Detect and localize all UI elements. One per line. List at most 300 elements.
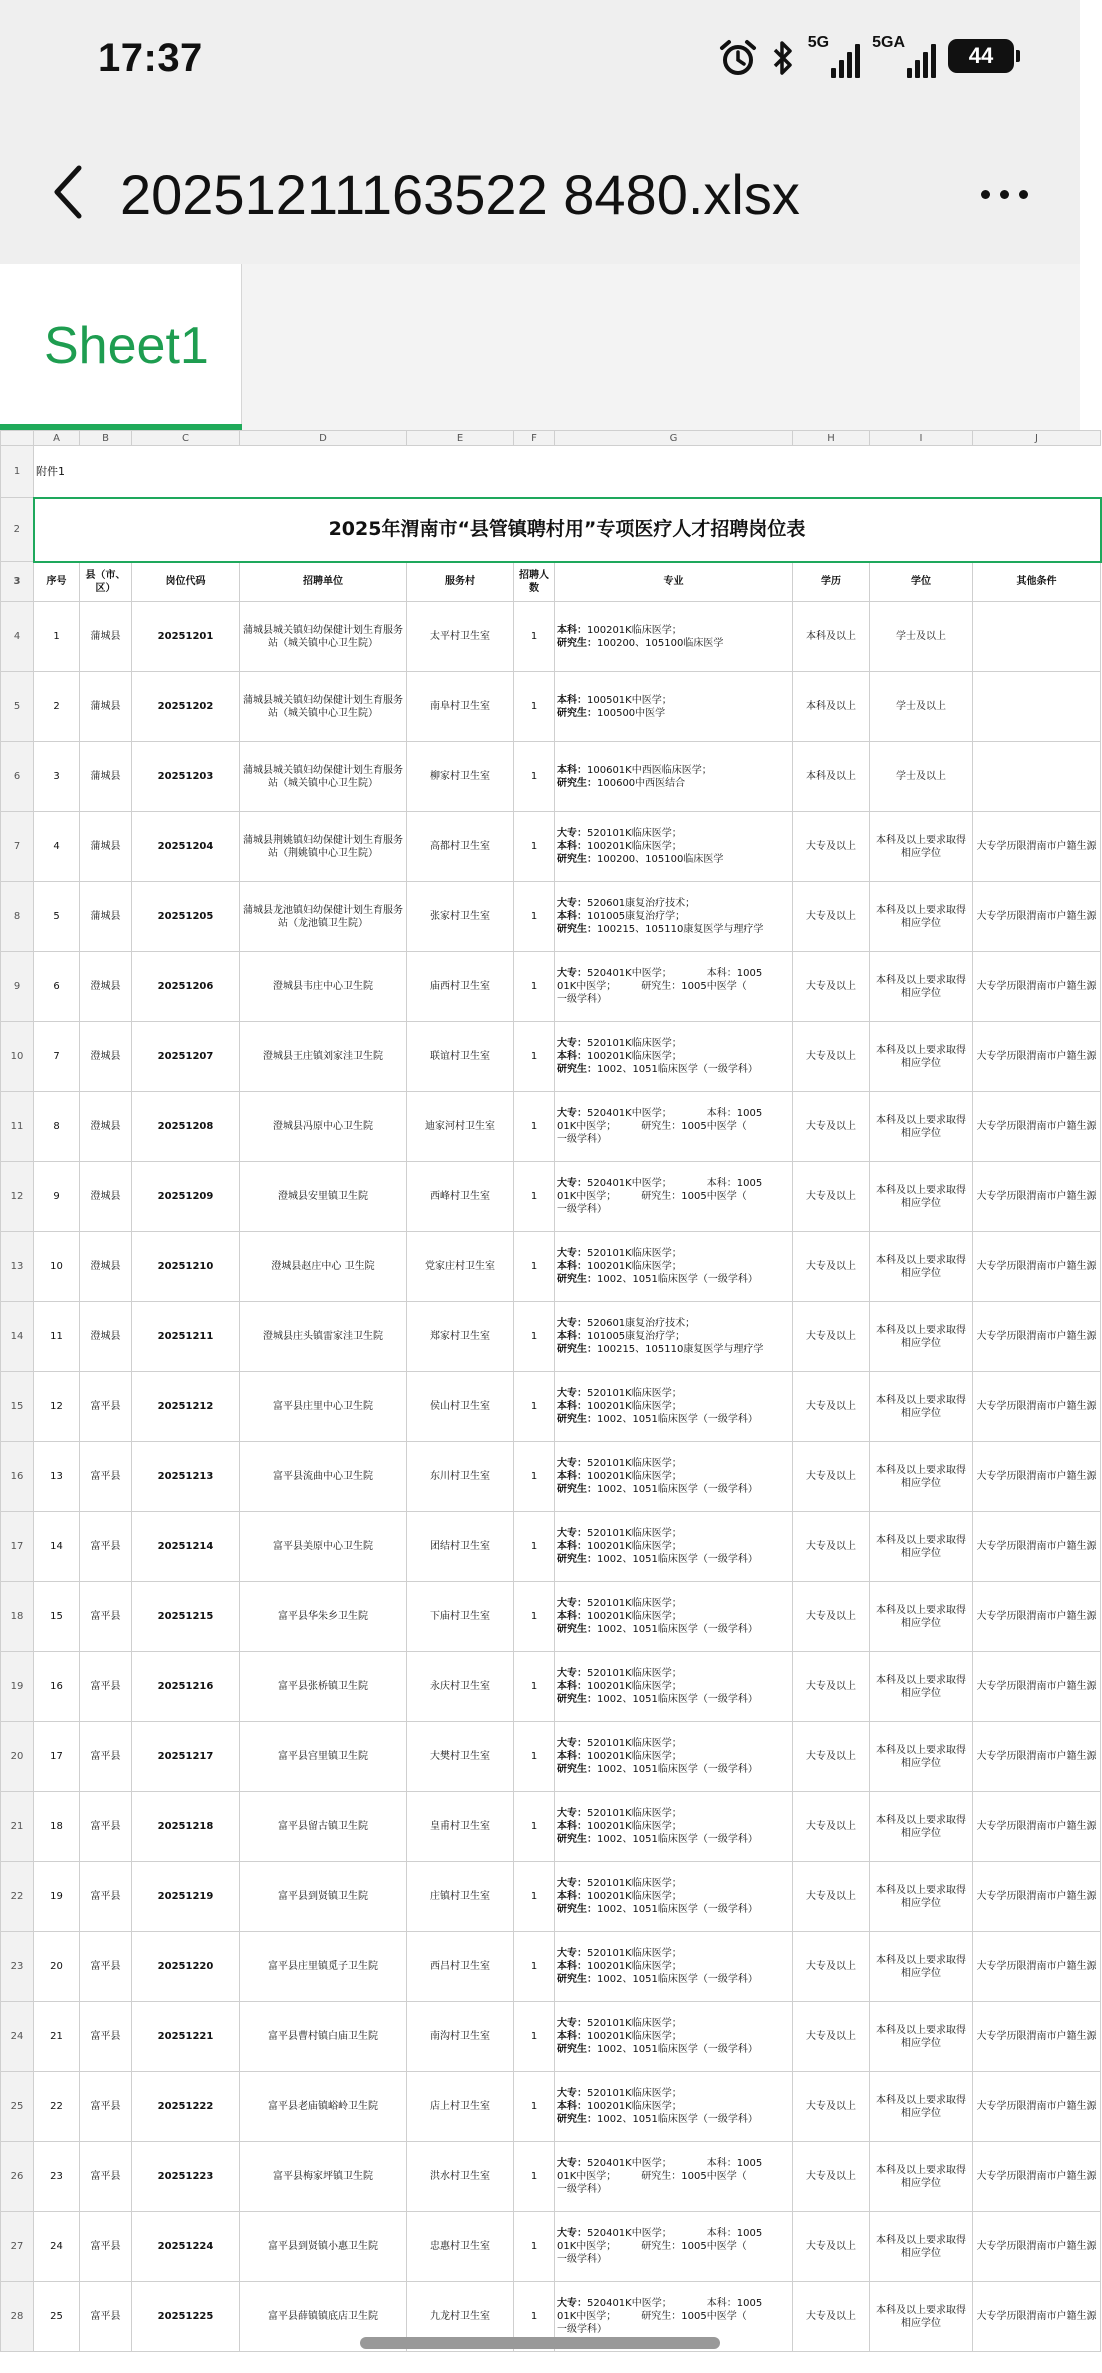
cell-major[interactable] bbox=[555, 602, 793, 672]
cell-county[interactable]: 蒲城县 bbox=[80, 672, 132, 742]
cell-village[interactable]: 永庆村卫生室 bbox=[407, 1652, 514, 1722]
cell-count[interactable]: 1 bbox=[514, 1162, 555, 1232]
cell-degree[interactable]: 本科及以上要求取得相应学位 bbox=[870, 2212, 973, 2282]
cell-education[interactable]: 大专及以上 bbox=[793, 1442, 870, 1512]
cell-major[interactable] bbox=[555, 2142, 793, 2212]
row-number[interactable]: 16 bbox=[1, 1442, 34, 1512]
row-number[interactable]: 22 bbox=[1, 1862, 34, 1932]
cell-county[interactable]: 富平县 bbox=[80, 1372, 132, 1442]
cell-count[interactable]: 1 bbox=[514, 1582, 555, 1652]
row-number[interactable]: 28 bbox=[1, 2282, 34, 2352]
cell-unit[interactable]: 澄城县庄头镇雷家洼卫生院 bbox=[240, 1302, 407, 1372]
cell-unit[interactable]: 富平县流曲中心卫生院 bbox=[240, 1442, 407, 1512]
cell-count[interactable]: 1 bbox=[514, 1092, 555, 1162]
cell-education[interactable]: 大专及以上 bbox=[793, 1512, 870, 1582]
cell-other[interactable]: 大专学历限渭南市户籍生源 bbox=[973, 882, 1101, 952]
cell-other[interactable]: 大专学历限渭南市户籍生源 bbox=[973, 1442, 1101, 1512]
cell-county[interactable]: 富平县 bbox=[80, 1652, 132, 1722]
cell-county[interactable]: 富平县 bbox=[80, 1932, 132, 2002]
row-number[interactable]: 2 bbox=[1, 498, 34, 562]
row-number[interactable]: 8 bbox=[1, 882, 34, 952]
cell-no[interactable]: 2 bbox=[34, 672, 80, 742]
cell-degree[interactable]: 本科及以上要求取得相应学位 bbox=[870, 1862, 973, 1932]
cell-no[interactable]: 15 bbox=[34, 1582, 80, 1652]
cell-other[interactable]: 大专学历限渭南市户籍生源 bbox=[973, 1162, 1101, 1232]
row-number[interactable]: 19 bbox=[1, 1652, 34, 1722]
cell-degree[interactable]: 本科及以上要求取得相应学位 bbox=[870, 1302, 973, 1372]
cell-village[interactable]: 大樊村卫生室 bbox=[407, 1722, 514, 1792]
cell-count[interactable]: 1 bbox=[514, 1792, 555, 1862]
cell-degree[interactable]: 本科及以上要求取得相应学位 bbox=[870, 2072, 973, 2142]
cell-major[interactable] bbox=[555, 2002, 793, 2072]
cell-county[interactable]: 蒲城县 bbox=[80, 602, 132, 672]
cell-major[interactable] bbox=[555, 1162, 793, 1232]
cell-major[interactable] bbox=[555, 1512, 793, 1582]
row-number[interactable]: 1 bbox=[1, 446, 34, 498]
tab-sheet1[interactable] bbox=[0, 264, 242, 430]
cell-unit[interactable]: 富平县薛镇镇底店卫生院 bbox=[240, 2282, 407, 2352]
cell-unit[interactable]: 蒲城县龙池镇妇幼保健计划生育服务站（龙池镇卫生院） bbox=[240, 882, 407, 952]
cell-county[interactable]: 澄城县 bbox=[80, 1302, 132, 1372]
cell-no[interactable]: 3 bbox=[34, 742, 80, 812]
column-header[interactable]: G bbox=[555, 431, 793, 446]
cell-education[interactable]: 大专及以上 bbox=[793, 1302, 870, 1372]
row-number[interactable]: 10 bbox=[1, 1022, 34, 1092]
corner-cell[interactable] bbox=[1, 431, 34, 446]
header-cell-other[interactable]: 其他条件 bbox=[973, 562, 1101, 602]
cell-education[interactable]: 大专及以上 bbox=[793, 1652, 870, 1722]
cell-no[interactable]: 19 bbox=[34, 1862, 80, 1932]
cell-education[interactable]: 大专及以上 bbox=[793, 2072, 870, 2142]
spreadsheet-grid[interactable] bbox=[0, 430, 1097, 2335]
cell-major[interactable] bbox=[555, 812, 793, 882]
column-header[interactable]: I bbox=[870, 431, 973, 446]
cell-other[interactable]: 大专学历限渭南市户籍生源 bbox=[973, 1932, 1101, 2002]
cell-code[interactable]: 20251210 bbox=[132, 1232, 240, 1302]
cell-county[interactable]: 富平县 bbox=[80, 2282, 132, 2352]
row-number[interactable]: 17 bbox=[1, 1512, 34, 1582]
cell-code[interactable]: 20251203 bbox=[132, 742, 240, 812]
cell-unit[interactable]: 富平县庄里镇觅子卫生院 bbox=[240, 1932, 407, 2002]
cell-major[interactable] bbox=[555, 1442, 793, 1512]
cell-code[interactable]: 20251201 bbox=[132, 602, 240, 672]
cell-no[interactable]: 8 bbox=[34, 1092, 80, 1162]
row-number[interactable]: 21 bbox=[1, 1792, 34, 1862]
cell-unit[interactable]: 富平县宫里镇卫生院 bbox=[240, 1722, 407, 1792]
cell-code[interactable]: 20251218 bbox=[132, 1792, 240, 1862]
row-number[interactable]: 12 bbox=[1, 1162, 34, 1232]
cell-degree[interactable]: 本科及以上要求取得相应学位 bbox=[870, 1792, 973, 1862]
cell-degree[interactable]: 本科及以上要求取得相应学位 bbox=[870, 1722, 973, 1792]
cell-code[interactable]: 20251207 bbox=[132, 1022, 240, 1092]
cell-code[interactable]: 20251205 bbox=[132, 882, 240, 952]
cell-no[interactable]: 6 bbox=[34, 952, 80, 1022]
cell-code[interactable]: 20251225 bbox=[132, 2282, 240, 2352]
cell-code[interactable]: 20251212 bbox=[132, 1372, 240, 1442]
cell-other[interactable]: 大专学历限渭南市户籍生源 bbox=[973, 952, 1101, 1022]
cell-village[interactable]: 九龙村卫生室 bbox=[407, 2282, 514, 2352]
cell-unit[interactable]: 富平县美原中心卫生院 bbox=[240, 1512, 407, 1582]
cell-other[interactable]: 大专学历限渭南市户籍生源 bbox=[973, 1092, 1101, 1162]
cell-code[interactable]: 20251211 bbox=[132, 1302, 240, 1372]
cell-village[interactable]: 洪水村卫生室 bbox=[407, 2142, 514, 2212]
cell-major[interactable] bbox=[555, 1092, 793, 1162]
cell-degree[interactable]: 本科及以上要求取得相应学位 bbox=[870, 952, 973, 1022]
cell-other[interactable]: 大专学历限渭南市户籍生源 bbox=[973, 2212, 1101, 2282]
cell-unit[interactable]: 蒲城县城关镇妇幼保健计划生育服务站（城关镇中心卫生院） bbox=[240, 672, 407, 742]
cell-county[interactable]: 澄城县 bbox=[80, 1092, 132, 1162]
cell-code[interactable]: 20251222 bbox=[132, 2072, 240, 2142]
header-cell-education[interactable]: 学历 bbox=[793, 562, 870, 602]
cell-other[interactable]: 大专学历限渭南市户籍生源 bbox=[973, 1232, 1101, 1302]
cell-other[interactable]: 大专学历限渭南市户籍生源 bbox=[973, 2282, 1101, 2352]
cell-education[interactable]: 大专及以上 bbox=[793, 882, 870, 952]
cell-county[interactable]: 澄城县 bbox=[80, 1232, 132, 1302]
cell-degree[interactable]: 本科及以上要求取得相应学位 bbox=[870, 1652, 973, 1722]
row-number[interactable]: 26 bbox=[1, 2142, 34, 2212]
cell-code[interactable]: 20251206 bbox=[132, 952, 240, 1022]
cell-unit[interactable]: 富平县到贤镇小惠卫生院 bbox=[240, 2212, 407, 2282]
header-cell-no[interactable]: 序号 bbox=[34, 562, 80, 602]
cell-degree[interactable]: 本科及以上要求取得相应学位 bbox=[870, 1092, 973, 1162]
cell-county[interactable]: 蒲城县 bbox=[80, 882, 132, 952]
cell-count[interactable]: 1 bbox=[514, 2072, 555, 2142]
cell-education[interactable]: 大专及以上 bbox=[793, 1162, 870, 1232]
cell-county[interactable]: 澄城县 bbox=[80, 952, 132, 1022]
cell-count[interactable]: 1 bbox=[514, 1232, 555, 1302]
cell-code[interactable]: 20251220 bbox=[132, 1932, 240, 2002]
cell-other[interactable]: 大专学历限渭南市户籍生源 bbox=[973, 1722, 1101, 1792]
cell-county[interactable]: 富平县 bbox=[80, 2072, 132, 2142]
cell-count[interactable]: 1 bbox=[514, 672, 555, 742]
cell-unit[interactable]: 澄城县韦庄中心卫生院 bbox=[240, 952, 407, 1022]
cell-education[interactable]: 大专及以上 bbox=[793, 1022, 870, 1092]
row-number[interactable]: 4 bbox=[1, 602, 34, 672]
cell-major[interactable] bbox=[555, 2072, 793, 2142]
row-number[interactable]: 23 bbox=[1, 1932, 34, 2002]
cell-degree[interactable]: 本科及以上要求取得相应学位 bbox=[870, 2002, 973, 2072]
cell-education[interactable]: 本科及以上 bbox=[793, 742, 870, 812]
row-number[interactable]: 5 bbox=[1, 672, 34, 742]
cell-unit[interactable]: 富平县老庙镇峪岭卫生院 bbox=[240, 2072, 407, 2142]
cell-code[interactable]: 20251216 bbox=[132, 1652, 240, 1722]
column-header[interactable]: H bbox=[793, 431, 870, 446]
cell-major[interactable] bbox=[555, 1022, 793, 1092]
cell-other[interactable]: 大专学历限渭南市户籍生源 bbox=[973, 1022, 1101, 1092]
cell-major[interactable] bbox=[555, 742, 793, 812]
cell-degree[interactable]: 学士及以上 bbox=[870, 742, 973, 812]
cell-other[interactable] bbox=[973, 672, 1101, 742]
header-cell-village[interactable]: 服务村 bbox=[407, 562, 514, 602]
cell-degree[interactable]: 本科及以上要求取得相应学位 bbox=[870, 1232, 973, 1302]
cell-major[interactable] bbox=[555, 1792, 793, 1862]
cell-other[interactable]: 大专学历限渭南市户籍生源 bbox=[973, 2072, 1101, 2142]
cell-major[interactable] bbox=[555, 1652, 793, 1722]
cell-no[interactable]: 18 bbox=[34, 1792, 80, 1862]
cell-education[interactable]: 大专及以上 bbox=[793, 812, 870, 882]
cell-degree[interactable]: 本科及以上要求取得相应学位 bbox=[870, 2282, 973, 2352]
cell-education[interactable]: 大专及以上 bbox=[793, 1862, 870, 1932]
cell-education[interactable]: 大专及以上 bbox=[793, 2142, 870, 2212]
cell-no[interactable]: 4 bbox=[34, 812, 80, 882]
column-header[interactable]: B bbox=[80, 431, 132, 446]
cell-unit[interactable]: 富平县华朱乡卫生院 bbox=[240, 1582, 407, 1652]
cell-education[interactable]: 大专及以上 bbox=[793, 2002, 870, 2072]
cell-other[interactable]: 大专学历限渭南市户籍生源 bbox=[973, 2142, 1101, 2212]
cell-degree[interactable]: 本科及以上要求取得相应学位 bbox=[870, 1022, 973, 1092]
cell-code[interactable]: 20251219 bbox=[132, 1862, 240, 1932]
cell-code[interactable]: 20251214 bbox=[132, 1512, 240, 1582]
cell-unit[interactable]: 澄城县王庄镇刘家洼卫生院 bbox=[240, 1022, 407, 1092]
cell-education[interactable]: 大专及以上 bbox=[793, 1722, 870, 1792]
cell-no[interactable]: 22 bbox=[34, 2072, 80, 2142]
cell-education[interactable]: 本科及以上 bbox=[793, 672, 870, 742]
cell-count[interactable]: 1 bbox=[514, 2282, 555, 2352]
back-button[interactable] bbox=[36, 160, 100, 224]
cell-code[interactable]: 20251223 bbox=[132, 2142, 240, 2212]
cell-education[interactable]: 大专及以上 bbox=[793, 1092, 870, 1162]
cell-major[interactable] bbox=[555, 1232, 793, 1302]
cell-other[interactable]: 大专学历限渭南市户籍生源 bbox=[973, 1582, 1101, 1652]
cell-degree[interactable]: 本科及以上要求取得相应学位 bbox=[870, 812, 973, 882]
cell-code[interactable]: 20251215 bbox=[132, 1582, 240, 1652]
cell-no[interactable]: 17 bbox=[34, 1722, 80, 1792]
cell-major[interactable] bbox=[555, 672, 793, 742]
cell-code[interactable]: 20251204 bbox=[132, 812, 240, 882]
cell-code[interactable]: 20251213 bbox=[132, 1442, 240, 1512]
cell-no[interactable]: 23 bbox=[34, 2142, 80, 2212]
cell-education[interactable]: 大专及以上 bbox=[793, 1582, 870, 1652]
cell-county[interactable]: 富平县 bbox=[80, 1722, 132, 1792]
cell-unit[interactable]: 富平县张桥镇卫生院 bbox=[240, 1652, 407, 1722]
cell-village[interactable]: 张家村卫生室 bbox=[407, 882, 514, 952]
home-indicator[interactable] bbox=[360, 2337, 720, 2349]
cell-education[interactable]: 大专及以上 bbox=[793, 952, 870, 1022]
cell-village[interactable]: 东川村卫生室 bbox=[407, 1442, 514, 1512]
cell-education[interactable]: 大专及以上 bbox=[793, 1232, 870, 1302]
column-header[interactable]: J bbox=[973, 431, 1101, 446]
cell-degree[interactable]: 本科及以上要求取得相应学位 bbox=[870, 1932, 973, 2002]
cell-unit[interactable]: 蒲城县城关镇妇幼保健计划生育服务站（城关镇中心卫生院） bbox=[240, 602, 407, 672]
cell-other[interactable]: 大专学历限渭南市户籍生源 bbox=[973, 1512, 1101, 1582]
row-number[interactable]: 18 bbox=[1, 1582, 34, 1652]
cell-code[interactable]: 20251217 bbox=[132, 1722, 240, 1792]
cell-count[interactable]: 1 bbox=[514, 952, 555, 1022]
cell-no[interactable]: 7 bbox=[34, 1022, 80, 1092]
cell-no[interactable]: 20 bbox=[34, 1932, 80, 2002]
cell-count[interactable]: 1 bbox=[514, 602, 555, 672]
cell-no[interactable]: 11 bbox=[34, 1302, 80, 1372]
cell-county[interactable]: 澄城县 bbox=[80, 1162, 132, 1232]
cell-village[interactable]: 侯山村卫生室 bbox=[407, 1372, 514, 1442]
row-number[interactable]: 15 bbox=[1, 1372, 34, 1442]
cell-village[interactable]: 高都村卫生室 bbox=[407, 812, 514, 882]
more-options-button[interactable] bbox=[964, 164, 1044, 224]
cell-county[interactable]: 蒲城县 bbox=[80, 812, 132, 882]
cell-county[interactable]: 富平县 bbox=[80, 1862, 132, 1932]
cell-other[interactable]: 大专学历限渭南市户籍生源 bbox=[973, 1792, 1101, 1862]
header-cell-count[interactable]: 招聘人数 bbox=[514, 562, 555, 602]
cell-village[interactable]: 联谊村卫生室 bbox=[407, 1022, 514, 1092]
cell-code[interactable]: 20251209 bbox=[132, 1162, 240, 1232]
cell-village[interactable]: 西峰村卫生室 bbox=[407, 1162, 514, 1232]
row-number[interactable]: 3 bbox=[1, 562, 34, 602]
cell-major[interactable] bbox=[555, 2212, 793, 2282]
cell-other[interactable]: 大专学历限渭南市户籍生源 bbox=[973, 812, 1101, 882]
cell-county[interactable]: 蒲城县 bbox=[80, 742, 132, 812]
row-number[interactable]: 24 bbox=[1, 2002, 34, 2072]
cell-county[interactable]: 富平县 bbox=[80, 1792, 132, 1862]
cell-village[interactable]: 南阜村卫生室 bbox=[407, 672, 514, 742]
cell-code[interactable]: 20251221 bbox=[132, 2002, 240, 2072]
row-number[interactable]: 13 bbox=[1, 1232, 34, 1302]
cell-major[interactable] bbox=[555, 1722, 793, 1792]
column-header[interactable]: A bbox=[34, 431, 80, 446]
cell-degree[interactable]: 学士及以上 bbox=[870, 672, 973, 742]
cell-unit[interactable]: 澄城县赵庄中心 卫生院 bbox=[240, 1232, 407, 1302]
cell-other[interactable]: 大专学历限渭南市户籍生源 bbox=[973, 1302, 1101, 1372]
cell-village[interactable]: 皇甫村卫生室 bbox=[407, 1792, 514, 1862]
cell-village[interactable]: 庄镇村卫生室 bbox=[407, 1862, 514, 1932]
cell-count[interactable]: 1 bbox=[514, 2212, 555, 2282]
cell-other[interactable]: 大专学历限渭南市户籍生源 bbox=[973, 2002, 1101, 2072]
cell-unit[interactable]: 蒲城县荆姚镇妇幼保健计划生育服务站（荆姚镇中心卫生院） bbox=[240, 812, 407, 882]
cell-code[interactable]: 20251202 bbox=[132, 672, 240, 742]
cell-count[interactable]: 1 bbox=[514, 1932, 555, 2002]
cell-education[interactable]: 大专及以上 bbox=[793, 1372, 870, 1442]
cell-no[interactable]: 24 bbox=[34, 2212, 80, 2282]
cell-village[interactable]: 团结村卫生室 bbox=[407, 1512, 514, 1582]
cell-village[interactable]: 南沟村卫生室 bbox=[407, 2002, 514, 2072]
row-number[interactable]: 11 bbox=[1, 1092, 34, 1162]
cell-major[interactable] bbox=[555, 1372, 793, 1442]
cell-count[interactable]: 1 bbox=[514, 1722, 555, 1792]
cell-other[interactable] bbox=[973, 602, 1101, 672]
cell-unit[interactable]: 富平县梅家坪镇卫生院 bbox=[240, 2142, 407, 2212]
cell-village[interactable]: 庙西村卫生室 bbox=[407, 952, 514, 1022]
cell-count[interactable]: 1 bbox=[514, 1022, 555, 1092]
cell-degree[interactable]: 本科及以上要求取得相应学位 bbox=[870, 2142, 973, 2212]
cell-village[interactable]: 党家庄村卫生室 bbox=[407, 1232, 514, 1302]
row-number[interactable]: 9 bbox=[1, 952, 34, 1022]
cell-village[interactable]: 店上村卫生室 bbox=[407, 2072, 514, 2142]
cell-degree[interactable]: 本科及以上要求取得相应学位 bbox=[870, 1512, 973, 1582]
cell-education[interactable]: 大专及以上 bbox=[793, 1932, 870, 2002]
cell-count[interactable]: 1 bbox=[514, 1862, 555, 1932]
cell-no[interactable]: 10 bbox=[34, 1232, 80, 1302]
cell-education[interactable]: 大专及以上 bbox=[793, 1792, 870, 1862]
cell-code[interactable]: 20251224 bbox=[132, 2212, 240, 2282]
cell-count[interactable]: 1 bbox=[514, 2142, 555, 2212]
cell-no[interactable]: 14 bbox=[34, 1512, 80, 1582]
cell-no[interactable]: 25 bbox=[34, 2282, 80, 2352]
cell-unit[interactable]: 富平县曹村镇白庙卫生院 bbox=[240, 2002, 407, 2072]
cell-village[interactable]: 柳家村卫生室 bbox=[407, 742, 514, 812]
cell-county[interactable]: 富平县 bbox=[80, 1582, 132, 1652]
column-header[interactable]: C bbox=[132, 431, 240, 446]
header-cell-degree[interactable]: 学位 bbox=[870, 562, 973, 602]
cell-education[interactable]: 大专及以上 bbox=[793, 2212, 870, 2282]
cell-major[interactable] bbox=[555, 1302, 793, 1372]
cell-count[interactable]: 1 bbox=[514, 1442, 555, 1512]
row-number[interactable]: 6 bbox=[1, 742, 34, 812]
cell-count[interactable]: 1 bbox=[514, 1512, 555, 1582]
cell-county[interactable]: 富平县 bbox=[80, 1442, 132, 1512]
cell-degree[interactable]: 学士及以上 bbox=[870, 602, 973, 672]
cell-major[interactable] bbox=[555, 882, 793, 952]
header-cell-county[interactable]: 县（市、区） bbox=[80, 562, 132, 602]
cell-no[interactable]: 12 bbox=[34, 1372, 80, 1442]
column-header[interactable]: D bbox=[240, 431, 407, 446]
cell-count[interactable]: 1 bbox=[514, 812, 555, 882]
cell-education[interactable]: 本科及以上 bbox=[793, 602, 870, 672]
cell-unit[interactable]: 蒲城县城关镇妇幼保健计划生育服务站（城关镇中心卫生院） bbox=[240, 742, 407, 812]
cell-no[interactable]: 16 bbox=[34, 1652, 80, 1722]
cell-unit[interactable]: 富平县庄里中心卫生院 bbox=[240, 1372, 407, 1442]
cell-other[interactable]: 大专学历限渭南市户籍生源 bbox=[973, 1652, 1101, 1722]
cell-degree[interactable]: 本科及以上要求取得相应学位 bbox=[870, 1162, 973, 1232]
row-number[interactable]: 27 bbox=[1, 2212, 34, 2282]
cell-count[interactable]: 1 bbox=[514, 2002, 555, 2072]
column-header[interactable]: E bbox=[407, 431, 514, 446]
cell-other[interactable] bbox=[973, 742, 1101, 812]
cell-village[interactable]: 西吕村卫生室 bbox=[407, 1932, 514, 2002]
cell-village[interactable]: 忠惠村卫生室 bbox=[407, 2212, 514, 2282]
header-cell-unit[interactable]: 招聘单位 bbox=[240, 562, 407, 602]
cell-county[interactable]: 富平县 bbox=[80, 1512, 132, 1582]
cell-degree[interactable]: 本科及以上要求取得相应学位 bbox=[870, 1442, 973, 1512]
row-number[interactable]: 25 bbox=[1, 2072, 34, 2142]
cell-education[interactable]: 大专及以上 bbox=[793, 2282, 870, 2352]
cell-count[interactable]: 1 bbox=[514, 1372, 555, 1442]
cell-unit[interactable]: 澄城县安里镇卫生院 bbox=[240, 1162, 407, 1232]
attachment-note-cell[interactable]: 附件1 bbox=[36, 464, 65, 478]
cell-count[interactable]: 1 bbox=[514, 1652, 555, 1722]
cell-major[interactable] bbox=[555, 1582, 793, 1652]
cell-no[interactable]: 5 bbox=[34, 882, 80, 952]
cell-degree[interactable]: 本科及以上要求取得相应学位 bbox=[870, 1372, 973, 1442]
cell-other[interactable]: 大专学历限渭南市户籍生源 bbox=[973, 1862, 1101, 1932]
cell-degree[interactable]: 本科及以上要求取得相应学位 bbox=[870, 882, 973, 952]
cell-count[interactable]: 1 bbox=[514, 882, 555, 952]
cell-county[interactable]: 澄城县 bbox=[80, 1022, 132, 1092]
cell-major[interactable] bbox=[555, 1862, 793, 1932]
cell-county[interactable]: 富平县 bbox=[80, 2002, 132, 2072]
cell-county[interactable]: 富平县 bbox=[80, 2212, 132, 2282]
cell-village[interactable]: 太平村卫生室 bbox=[407, 602, 514, 672]
cell-other[interactable]: 大专学历限渭南市户籍生源 bbox=[973, 1372, 1101, 1442]
row-number[interactable]: 20 bbox=[1, 1722, 34, 1792]
cell-village[interactable]: 郑家村卫生室 bbox=[407, 1302, 514, 1372]
cell-degree[interactable]: 本科及以上要求取得相应学位 bbox=[870, 1582, 973, 1652]
cell-county[interactable]: 富平县 bbox=[80, 2142, 132, 2212]
cell-village[interactable]: 迪家河村卫生室 bbox=[407, 1092, 514, 1162]
header-cell-code[interactable]: 岗位代码 bbox=[132, 562, 240, 602]
row-number[interactable]: 7 bbox=[1, 812, 34, 882]
cell-village[interactable]: 下庙村卫生室 bbox=[407, 1582, 514, 1652]
cell-unit[interactable]: 富平县到贤镇卫生院 bbox=[240, 1862, 407, 1932]
cell-count[interactable]: 1 bbox=[514, 742, 555, 812]
header-cell-major[interactable]: 专业 bbox=[555, 562, 793, 602]
cell-count[interactable]: 1 bbox=[514, 1302, 555, 1372]
cell-no[interactable]: 13 bbox=[34, 1442, 80, 1512]
cell-no[interactable]: 1 bbox=[34, 602, 80, 672]
cell-no[interactable]: 9 bbox=[34, 1162, 80, 1232]
column-header[interactable]: F bbox=[514, 431, 555, 446]
row-number[interactable]: 14 bbox=[1, 1302, 34, 1372]
cell-code[interactable]: 20251208 bbox=[132, 1092, 240, 1162]
table-title-cell[interactable]: 2025年渭南市“县管镇聘村用”专项医疗人才招聘岗位表 bbox=[34, 498, 1101, 562]
